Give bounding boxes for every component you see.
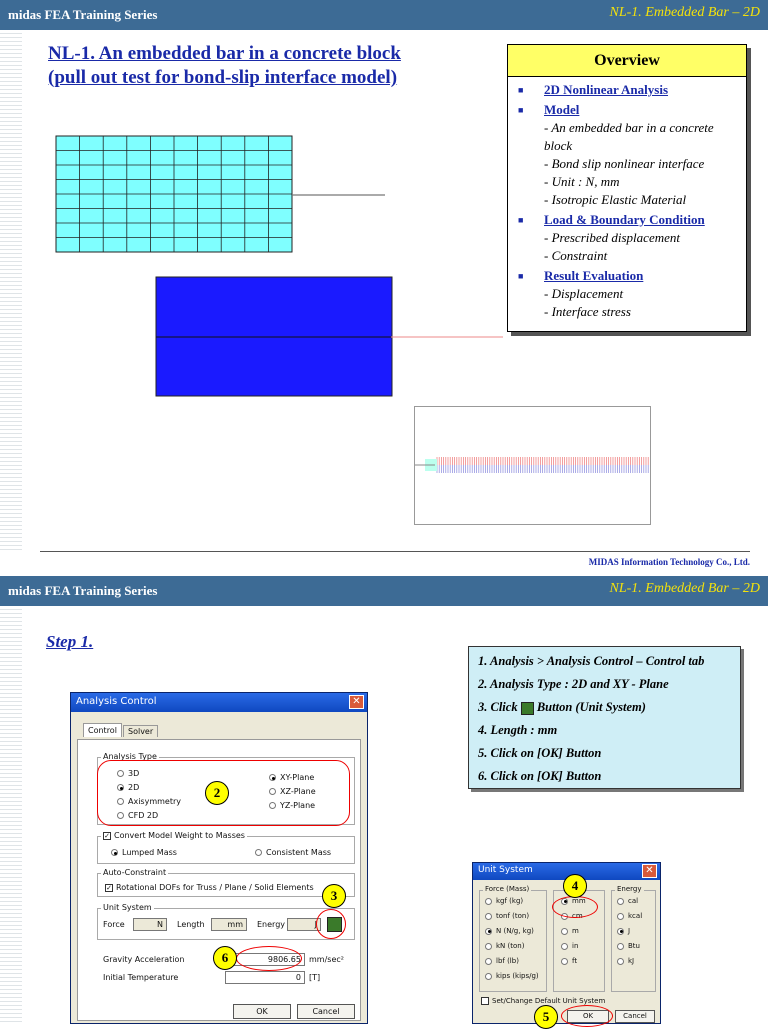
overview-item (514, 211, 740, 265)
analysis-control-titlebar (71, 693, 367, 712)
unit-option-lengths[interactable]: cm (561, 912, 583, 920)
ok-button[interactable]: OK (233, 1004, 291, 1019)
length-label: Length (177, 920, 205, 929)
overview-subitem: - Bond slip nonlinear interface (544, 156, 705, 171)
temperature-label: Initial Temperature (103, 973, 179, 982)
slide-title-right: NL-1. Embedded Bar – 2D (609, 5, 760, 20)
overview-item-heading[interactable]: 2D Nonlinear Analysis (544, 82, 669, 97)
interface-detail-figure (414, 406, 651, 525)
length-value: mm (211, 918, 247, 931)
footer-divider (40, 551, 750, 552)
instruction-6: 6. Click on [OK] Button (478, 769, 602, 783)
unit-option-energies[interactable]: kcal (617, 912, 642, 920)
callout-4: 4 (563, 874, 587, 898)
gravity-label: Gravity Acceleration (103, 955, 185, 964)
series-title: midas FEA Training Series (8, 7, 158, 22)
overview-subitem: - Interface stress (544, 304, 631, 319)
energy-group-label: Energy (617, 885, 642, 893)
highlight-mm (552, 896, 598, 918)
close-icon[interactable]: ✕ (349, 695, 364, 709)
unit-option-forces[interactable]: kgf (kg) (485, 897, 523, 905)
energy-group (611, 890, 656, 992)
radio-axisymmetry[interactable]: Axisymmetry (117, 797, 181, 806)
unit-option-lengths[interactable]: ft (561, 957, 577, 965)
cancel-button[interactable]: Cancel (297, 1004, 355, 1019)
unit-system-label: Unit System (103, 903, 152, 912)
force-label: Force (103, 920, 125, 929)
unit-option-forces[interactable]: kN (ton) (485, 942, 524, 950)
radio-2d[interactable]: 2D (117, 783, 139, 792)
overview-item-heading[interactable]: Model (544, 102, 580, 117)
radio-xz-plane[interactable]: XZ-Plane (269, 787, 316, 796)
auto-constraint-label: Auto-Constraint (103, 868, 167, 877)
radio-3d[interactable]: 3D (117, 769, 139, 778)
instruction-3a: 3. Click (478, 700, 518, 714)
unit-option-energies[interactable]: kJ (617, 957, 634, 965)
callout-6: 6 (213, 946, 237, 970)
temperature-input[interactable]: 0 (225, 971, 305, 984)
unit-option-forces[interactable]: tonf (ton) (485, 912, 529, 920)
gravity-input[interactable]: 9806.65 (225, 953, 305, 966)
unit-option-energies[interactable]: Btu (617, 942, 640, 950)
callout-2: 2 (205, 781, 229, 805)
unit-option-energies[interactable]: J (617, 927, 630, 935)
force-group-label: Force (Mass) (485, 885, 530, 893)
overview-subitem: - An embedded bar in a concrete block (544, 120, 714, 153)
unit-close-icon[interactable]: ✕ (642, 864, 657, 878)
tab-solver[interactable]: Solver (123, 725, 158, 737)
instruction-3b: Button (Unit System) (536, 700, 646, 714)
dialog-title: Analysis Control (76, 696, 157, 707)
overview-subitem: - Unit : N, mm (544, 174, 620, 189)
highlight-gravity (236, 946, 302, 971)
radio-yz-plane[interactable]: YZ-Plane (269, 801, 315, 810)
overview-subitem: - Prescribed displacement (544, 230, 680, 245)
overview-item (514, 101, 740, 209)
highlight-unit-button (316, 909, 346, 939)
unit-ok-button[interactable]: OK (567, 1010, 609, 1023)
analysis-control-dialog (70, 692, 368, 1024)
tab-control[interactable]: Control (83, 723, 122, 737)
unit-dialog-title: Unit System (478, 865, 533, 875)
analysis-type-label: Analysis Type (103, 752, 157, 761)
instruction-5: 5. Click on [OK] Button (478, 746, 602, 760)
callout-5: 5 (534, 1005, 558, 1029)
overview-box (507, 44, 747, 332)
overview-item (514, 267, 740, 321)
footer-company: MIDAS Information Technology Co., Ltd. (588, 557, 750, 567)
slide1-header (0, 0, 768, 30)
gravity-unit: mm/sec² (309, 955, 344, 964)
overview-heading: Overview (508, 45, 746, 77)
unit-option-forces[interactable]: lbf (lb) (485, 957, 519, 965)
instruction-4: 4. Length : mm (478, 723, 558, 737)
unit-option-energies[interactable]: cal (617, 897, 638, 905)
radio-consistent-mass[interactable]: Consistent Mass (255, 848, 331, 857)
step-heading: Step 1. (46, 632, 94, 651)
overview-subitem: - Displacement (544, 286, 624, 301)
temperature-unit: [T] (309, 973, 321, 982)
overview-subitem: - Isotropic Elastic Material (544, 192, 687, 207)
radio-xy-plane[interactable]: XY-Plane (269, 773, 314, 782)
slide2-header (0, 576, 768, 606)
convert-mass-checkbox[interactable]: ✓ Convert Model Weight to Masses (101, 831, 247, 840)
left-stripe (0, 30, 22, 550)
title-line-1: NL-1. An embedded bar in a concrete block (48, 43, 401, 64)
interface-detail-plot (415, 407, 651, 525)
energy-label: Energy (257, 920, 286, 929)
instruction-3 (478, 696, 740, 719)
default-unit-checkbox[interactable]: Set/Change Default Unit System (481, 997, 605, 1005)
mesh-figure (55, 135, 387, 255)
left-stripe-2 (0, 606, 22, 1024)
instruction-2: 2. Analysis Type : 2D and XY - Plane (478, 677, 669, 691)
overview-item (514, 81, 740, 99)
overview-item-heading[interactable]: Load & Boundary Condition (544, 212, 705, 227)
page-title (48, 42, 401, 90)
bullet-icon: ■ (518, 271, 524, 281)
instruction-1: 1. Analysis > Analysis Control – Control tab (478, 654, 705, 668)
bullet-icon: ■ (518, 215, 524, 225)
block-figure (155, 276, 505, 398)
bullet-icon: ■ (518, 105, 524, 115)
series-title-2: midas FEA Training Series (8, 583, 158, 598)
overview-item-heading[interactable]: Result Evaluation (544, 268, 644, 283)
energy-value: J (287, 918, 321, 931)
callout-3: 3 (322, 884, 346, 908)
unit-option-lengths[interactable]: mm (561, 897, 586, 905)
unit-option-forces[interactable]: kips (kips/g) (485, 972, 539, 980)
unit-option-lengths[interactable]: m (561, 927, 579, 935)
slide-title-right-2: NL-1. Embedded Bar – 2D (609, 581, 760, 596)
overview-subitem: - Constraint (544, 248, 608, 263)
radio-lumped-mass[interactable]: Lumped Mass (111, 848, 177, 857)
unit-cancel-button[interactable]: Cancel (615, 1010, 655, 1023)
overview-list (508, 77, 746, 321)
bullet-icon: ■ (518, 85, 524, 95)
interface-hatch (425, 457, 648, 473)
unit-system-icon (521, 702, 534, 715)
unit-option-forces[interactable]: N (N/g, kg) (485, 927, 534, 935)
radio-cfd2d[interactable]: CFD 2D (117, 811, 158, 820)
unit-option-lengths[interactable]: in (561, 942, 578, 950)
rotational-dofs-checkbox[interactable]: ✓ Rotational DOFs for Truss / Plane / Solid Elements (106, 883, 314, 892)
instruction-box (468, 646, 741, 789)
force-value: N (133, 918, 167, 931)
title-line-2: (pull out test for bond-slip interface model) (48, 67, 398, 88)
